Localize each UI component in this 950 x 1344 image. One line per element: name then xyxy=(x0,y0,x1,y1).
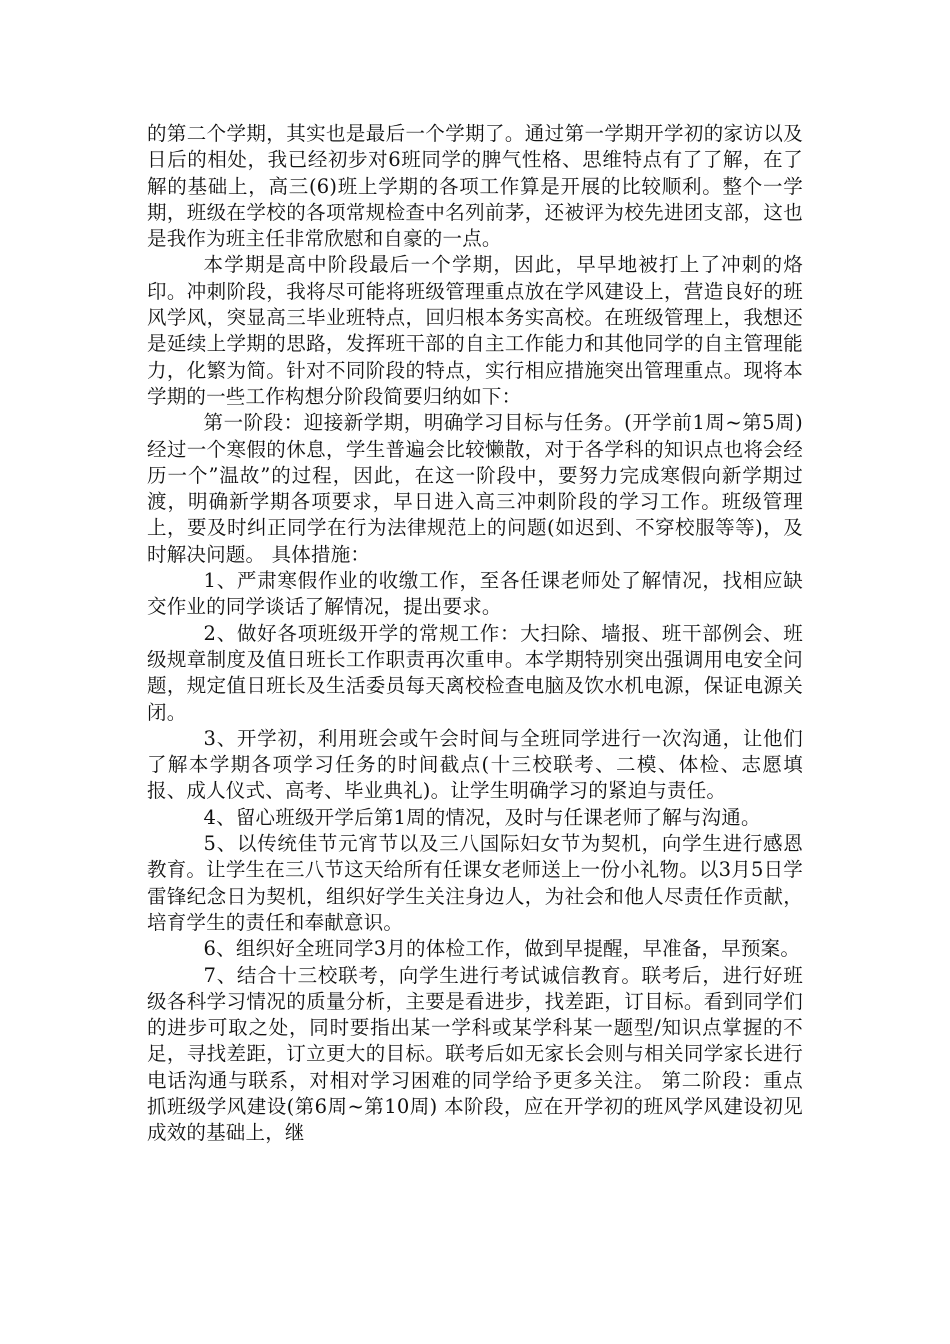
document-body xyxy=(147,121,803,1147)
paragraph-5: 2、做好各项班级开学的常规工作：大扫除、墙报、班干部例会、班级规章制度及值日班长工作职责再次重申。本学期特别突出强调用电安全问题，规定值日班长及生活委员每天离校检查电脑及饮水机电源，保证电源关闭。 xyxy=(147,621,803,724)
paragraph-10: 7、结合十三校联考，向学生进行考试诚信教育。联考后，进行好班级各科学习情况的质量分析，主要是看进步，找差距，订目标。看到同学们的进步可取之处，同时要指出某一学科或某学科某一题型/知识点掌握的不足，寻找差距，订立更大的目标。联考后如无家长会则与相关同学家长进行电话沟通与联系，对相对学习困难的同学给予更多关注。 第二阶段：重点抓班级学风建设(第6周~第10周) 本阶段，应在开学初的班风学风建设初见成效的基础上，继 xyxy=(147,963,803,1145)
paragraph-1: 的第二个学期，其实也是最后一个学期了。通过第一学期开学初的家访以及日后的相处，我已经初步对6班同学的脾气性格、思维特点有了了解，在了解的基础上，高三(6)班上学期的各项工作算是开展的比较顺利。整个一学期，班级在学校的各项常规检查中名列前茅，还被评为校先进团支部，这也是我作为班主任非常欣慰和自豪的一点。 xyxy=(147,122,803,251)
paragraph-7: 4、留心班级开学后第1周的情况，及时与任课老师了解与沟通。 xyxy=(203,805,761,829)
paragraph-4: 1、严肃寒假作业的收缴工作，至各任课老师处了解情况，找相应缺交作业的同学谈话了解情况，提出要求。 xyxy=(147,569,803,619)
paragraph-6: 3、开学初，利用班会或午会时间与全班同学进行一次沟通，让他们了解本学期各项学习任务的时间截点(十三校联考、二模、体检、志愿填报、成人仪式、高考、毕业典礼)。让学生明确学习的紧迫与责任。 xyxy=(147,726,803,803)
paragraph-2: 本学期是高中阶段最后一个学期，因此，早早地被打上了冲刺的烙印。冲刺阶段，我将尽可能将班级管理重点放在学风建设上，营造良好的班风学风，突显高三毕业班特点，回归根本务实高校。在班级管理上，我想还是延续上学期的思路，发挥班干部的自主工作能力和其他同学的自主管理能力，化繁为简。针对不同阶段的特点，实行相应措施突出管理重点。现将本学期的一些工作构想分阶段简要归纳如下： xyxy=(147,253,803,408)
paragraph-3: 第一阶段：迎接新学期，明确学习目标与任务。(开学前1周~第5周) 经过一个寒假的休息，学生普遍会比较懒散，对于各学科的知识点也将会经历一个”温故”的过程，因此，在这一阶段中，要努力完成寒假向新学期过渡，明确新学期各项要求，早日进入高三冲刺阶段的学习工作。班级管理上，要及时纠正同学在行为法律规范上的问题(如迟到、不穿校服等等)，及时解决问题。 具体措施： xyxy=(147,411,803,566)
paragraph-9: 6、组织好全班同学3月的体检工作，做到早提醒，早准备，早预案。 xyxy=(203,937,801,961)
paragraph-8: 5、以传统佳节元宵节以及三八国际妇女节为契机，向学生进行感恩教育。让学生在三八节这天给所有任课女老师送上一份小礼物。以3月5日学雷锋纪念日为契机，组织好学生关注身边人，为社会和他人尽责任作贡献，培育学生的责任和奉献意识。 xyxy=(147,832,803,934)
